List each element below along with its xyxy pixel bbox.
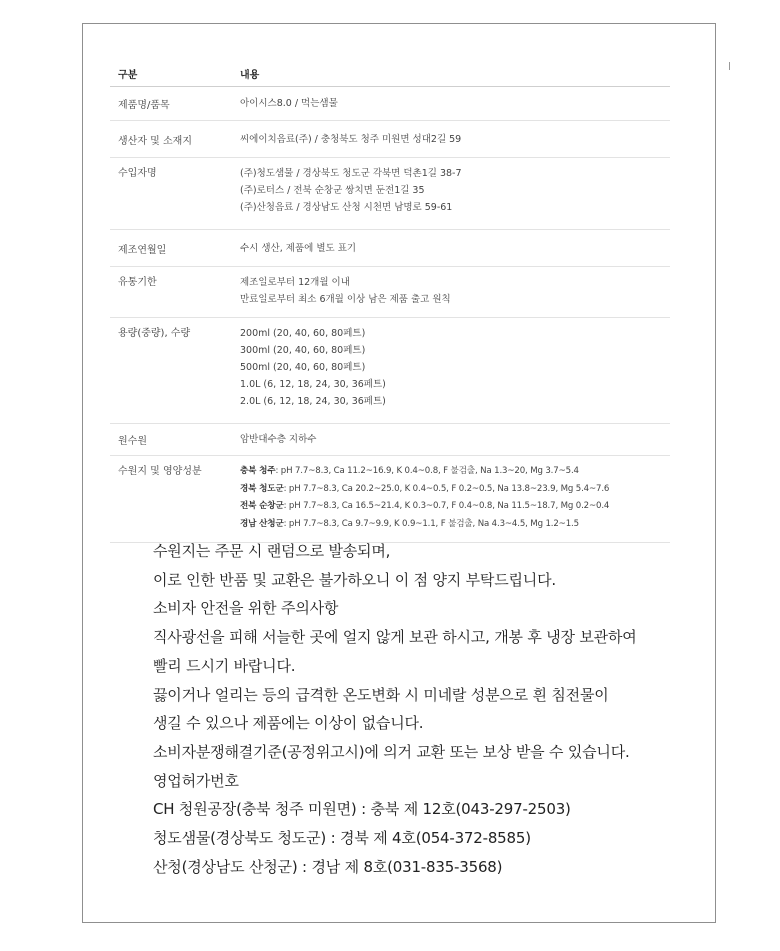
row-content (240, 95, 670, 112)
row-line: (주)산청음료 / 경상남도 산청 시천면 남명로 59-61 (240, 202, 453, 213)
row-content (240, 325, 670, 410)
source-line (240, 481, 670, 499)
row-label: 원수원 (118, 436, 147, 447)
row-content (240, 165, 670, 216)
source-values: : pH 7.7~8.3, Ca 20.2~25.0, K 0.4~0.5, F 0.2~0.5, Na 13.8~23.9, Mg 5.4~7.6 (283, 483, 610, 494)
source-line (240, 498, 670, 516)
row-line: 암반대수층 지하수 (240, 434, 317, 445)
table-header (110, 60, 670, 87)
source-region: 경남 산청군 (240, 518, 284, 529)
document-frame (82, 23, 716, 923)
source-region: 충북 청주 (240, 466, 276, 476)
source-region: 경북 청도군 (240, 483, 284, 494)
table-row (110, 230, 670, 267)
row-content (240, 274, 670, 308)
notice-line: 영업허가번호 (153, 771, 239, 790)
table-row (110, 87, 670, 121)
source-region: 전북 순창군 (240, 501, 284, 511)
source-values: : pH 7.7~8.3, Ca 16.5~21.4, K 0.3~0.7, F 0.4~0.8, Na 11.5~18.7, Mg 0.2~0.4 (283, 501, 610, 511)
row-line: 만료일로부터 최소 6개월 이상 남은 제품 출고 원칙 (240, 294, 451, 305)
row-content (240, 240, 670, 257)
notice-line: 이로 인한 반품 및 교환은 불가하오니 이 점 양지 부탁드립니다. (153, 570, 556, 589)
row-label: 용량(중량), 수량 (118, 328, 191, 339)
table-row (110, 267, 670, 318)
source-line (240, 463, 670, 481)
source-content (240, 463, 670, 533)
row-line: 아이시스8.0 / 먹는샘물 (240, 98, 338, 109)
notice-line: 끓이거나 얼리는 등의 급격한 온도변화 시 미네랄 성분으로 흰 침전물이 (153, 685, 609, 704)
row-line: 수시 생산, 제품에 별도 표기 (240, 242, 357, 254)
notice-line: 소비자 안전을 위한 주의사항 (153, 599, 339, 618)
notice-block (153, 537, 713, 881)
row-line: 200ml (20, 40, 60, 80페트) (240, 328, 366, 339)
header-category: 구분 (118, 69, 138, 81)
row-label: 수입자명 (118, 168, 157, 179)
source-values: : pH 7.7~8.3, Ca 9.7~9.9, K 0.9~1.1, F 불검출, Na 4.3~4.5, Mg 1.2~1.5 (283, 518, 579, 529)
row-content (240, 131, 670, 148)
row-label: 생산자 및 소재지 (118, 135, 192, 147)
notice-line: CH 청원공장(충북 청주 미원면) : 충북 제 12호(043-297-2503) (153, 800, 571, 819)
row-line: 2.0L (6, 12, 18, 24, 30, 36페트) (240, 396, 386, 407)
row-line: 300ml (20, 40, 60, 80페트) (240, 345, 366, 356)
notice-line: 직사광선을 피해 서늘한 곳에 얼지 않게 보관 하시고, 개봉 후 냉장 보관하여 (153, 628, 637, 647)
table-row (110, 318, 670, 424)
row-label: 제품명/품목 (118, 100, 170, 111)
row-line: 1.0L (6, 12, 18, 24, 30, 36페트) (240, 379, 386, 390)
row-line: 씨에이치음료(주) / 충청북도 청주 미원면 성대2길 59 (240, 133, 462, 145)
table-row (110, 158, 670, 230)
row-line: 제조일로부터 12개월 이내 (240, 277, 350, 288)
source-values: : pH 7.7~8.3, Ca 11.2~16.9, K 0.4~0.8, F 불검출, Na 1.3~20, Mg 3.7~5.4 (275, 466, 579, 476)
table-row-water-source (110, 456, 670, 543)
row-label: 제조연월일 (118, 244, 167, 256)
table-row (110, 121, 670, 158)
header-content-label: 내용 (240, 69, 260, 81)
source-line (240, 516, 670, 534)
notice-line: 빨리 드시기 바랍니다. (153, 656, 296, 675)
row-label: 수원지 및 영양성분 (118, 466, 202, 477)
notice-line: 수원지는 주문 시 랜덤으로 발송되며, (153, 542, 391, 560)
notice-line: 생길 수 있으나 제품에는 이상이 없습니다. (153, 714, 424, 733)
row-content (240, 431, 670, 448)
header-content (240, 66, 670, 81)
table-row (110, 424, 670, 456)
divider-tick (729, 62, 730, 70)
row-line: 500ml (20, 40, 60, 80페트) (240, 362, 366, 373)
row-line: (주)청도샘물 / 경상북도 청도군 각북면 덕촌1길 38-7 (240, 168, 462, 179)
notice-line: 청도샘물(경상북도 청도군) : 경북 제 4호(054-372-8585) (153, 829, 531, 848)
row-line: (주)로터스 / 전북 순창군 쌍치면 둔전1길 35 (240, 185, 425, 196)
notice-line: 산청(경상남도 산청군) : 경남 제 8호(031-835-3568) (153, 857, 503, 876)
product-info-table (110, 60, 670, 543)
row-label: 유통기한 (118, 277, 157, 288)
notice-line: 소비자분쟁해결기준(공정위고시)에 의거 교환 또는 보상 받을 수 있습니다. (153, 742, 630, 761)
